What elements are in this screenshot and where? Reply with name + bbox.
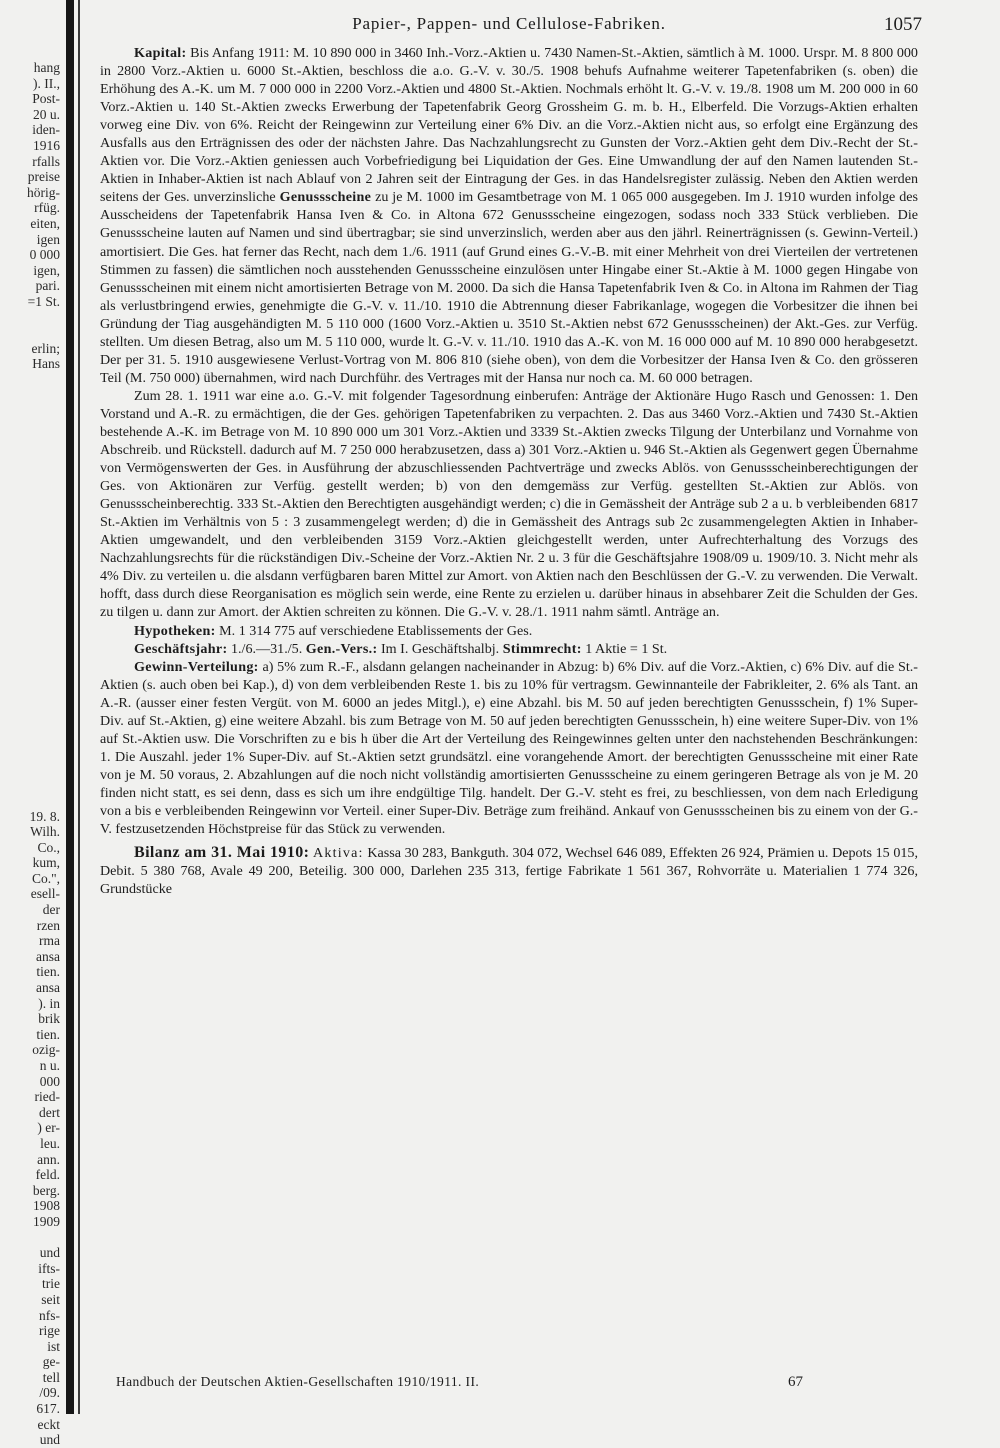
geschaeftsjahr-text: 1./6.—31./5. (230, 640, 303, 657)
margin-fragment (0, 387, 60, 403)
margin-fragment: 1908 (33, 1198, 60, 1214)
margin-fragment (0, 793, 60, 809)
margin-fragment (0, 762, 60, 778)
genussscheine-label: Genussscheine (279, 189, 372, 206)
geschaeftsjahr-label: Geschäftsjahr: (134, 640, 228, 657)
stimmrecht-text: 1 Aktie = 1 St. (585, 640, 668, 657)
margin-fragment (0, 559, 60, 575)
margin-fragment (0, 668, 60, 684)
margin-fragment: esell- (30, 886, 60, 902)
margin-fragment (0, 777, 60, 793)
margin-fragment (0, 731, 60, 747)
margin-fragment: Hans (32, 356, 60, 372)
gewinn-text: a) 5% zum R.-F., alsdann gelangen nacheinander in Abzug: b) 6% Div. auf die Vorz.-Aktien, c) 6% Div. auf die St.-Aktien (s. auch oben bei Kap.), d) von dem verbleibenden Reste 1. bis zu 10% für vertragsm. Gewinnanteile der Fabrikleiter, 2. 6% als Tant. an A.-R. (ausser einer festen Vergüt. von M. 6000 an jedes Mitgl.), e) eine Abzahl. bis M. 50 auf jeden berechtigten Genussschein, f) 1% Super-Div. auf St.-Aktien, g) eine weitere Abzahl. bis zum Betrage von M. 50 auf jeden berechtigten Genussschein, h) eine weitere Super-Div. von 1% auf St.-Aktien usw. Die Vorschriften zu e bis h über die Art der Verteilung des Reingewinnes gelten unter den nachstehenden Beschränkungen: 1. Die Auszahl. jeder 1% Super-Div. auf St.-Aktien setzt grundsätzl. eine vorangehende Amort. der berechtigten Genussscheine mit einer Rate von je M. 50 voraus, 2. Abzahlungen auf die noch nicht vollständig amortisierten Genussscheine zu einem geringeren Betrage als von je M. 20 finden nicht statt, es sei denn, dass es sich um ihre endgültige Tilg. handelt. Der G.-V. steht es frei, zu beschliessen, von dem nach Erledigung von a bis e verbleibenden Reingewinn vor Verteil. einer Super-Div. Beträge zum freihänd. Ankauf von Genussscheinen bis zu einem von der G.-V. festzusetzenden Höchstpreise für das Stück zu verwenden. (100, 658, 918, 838)
margin-fragment (0, 575, 60, 591)
gen-vers-label: Gen.-Vers.: (305, 640, 378, 657)
gewinn-label: Gewinn-Verteilung: (134, 658, 259, 675)
binding-edge (78, 0, 80, 1414)
previous-page-margin (0, 60, 60, 1448)
margin-fragment: Co., (37, 839, 60, 855)
margin-fragment: ann. (37, 1151, 60, 1167)
signature-mark: 67 (788, 1374, 803, 1390)
margin-fragment (0, 699, 60, 715)
margin-fragment (0, 1230, 60, 1246)
hypotheken-text: M. 1 314 775 auf verschiedene Etablissements der Ges. (219, 622, 533, 639)
margin-fragment: hörig- (27, 184, 60, 200)
margin-fragment (0, 543, 60, 559)
margin-fragment: ozig- (32, 1042, 60, 1058)
margin-fragment (0, 419, 60, 435)
margin-fragment: 20 u. (33, 106, 60, 122)
margin-fragment: preise (27, 169, 60, 185)
margin-fragment: =1 St. (27, 293, 60, 309)
zum-paragraph (100, 387, 918, 622)
kapital-paragraph (100, 44, 918, 387)
page-number: 1057 (884, 14, 922, 35)
margin-fragment: ge- (42, 1354, 60, 1370)
margin-fragment: rma (39, 933, 60, 949)
margin-fragment: eckt (37, 1416, 60, 1432)
margin-fragment: igen (36, 231, 60, 247)
margin-fragment: brik (38, 1011, 60, 1027)
margin-fragment: hang (33, 60, 60, 75)
binding-shadow (66, 0, 74, 1414)
margin-fragment: kum, (32, 855, 60, 871)
margin-fragment: und (39, 1245, 60, 1261)
margin-fragment: igen, (33, 262, 60, 278)
margin-fragment (0, 497, 60, 513)
bilanz-text: Kassa 30 283, Bankguth. 304 072, Wechsel 646 089, Effekten 26 924, Prämien u. Depots 15 015, Debit. 5 380 768, Avale 49 200, Beteilig. 300 000, Darlehen 235 313, fertige Fabrikate 1 561 367, Rohvorräte u. Materialien 1 774 326, Grundstücke (100, 845, 918, 898)
margin-fragment: 1909 (33, 1213, 60, 1229)
margin-fragment: erlin; (31, 340, 60, 356)
margin-fragment: Post- (32, 91, 60, 107)
margin-fragment (0, 325, 60, 341)
margin-fragment: der (42, 902, 60, 918)
kapital-text: Bis Anfang 1911: M. 10 890 000 in 3460 Inh.-Vorz.-Aktien u. 7430 Namen-St.-Aktien, sämtlich à M. 1000. Urspr. M. 8 800 000 in 2800 Vorz.-Aktien u. 6000 St.-Aktien, beschloss die a.o. G.-V. v. 30./5. 1908 behufs Aufnahme weiterer Tapetenfabriken (s. oben) die Erhöhung des A.-K. um M. 7 000 000 in 2200 Vorz.-Aktien und 4800 St.-Aktien. Nochmals erhöht lt. G.-V. v. 19./8. 1908 um M. 200 000 in 60 Vorz.-Aktien u. 140 St.-Aktien zwecks Erwerbung der Tapetenfabrik Georg Grossheim G. m. b. H., Elberfeld. Die Vorzugs-Aktien erhalten vorweg eine Div. von 6%. Reicht der Reingewinn zur Verteilung einer 6% Div. an die Vorz.-Aktien nicht aus, so erfolgt eine Ergänzung des Ausfalls aus den Erträgnissen des oder der nächsten Jahre. Das Nachzahlungsrecht zu Gunsten der Vorz.-Aktien geht dem Div.-Recht der St.-Aktien vor. Die Vorz.-Aktien geniessen auch Vorbefriedigung bei Liquidation der Ges. Eine Umwandlung der auf den Namen lautenden St.-Aktien in Inhaber-Aktien ist nach Ablauf von 2 Jahren seit der Eintragung der Ges. in das Handelsregister zulässig. Neben den Aktien werden seitens der Ges. unverzinsliche (100, 45, 918, 206)
margin-fragment: ansa (36, 980, 60, 996)
gen-vers-text: Im I. Geschäftshalbj. (380, 640, 500, 657)
margin-fragment (0, 684, 60, 700)
margin-fragment: nfs- (39, 1307, 60, 1323)
margin-fragment: seit (41, 1291, 60, 1307)
hypotheken-paragraph (100, 622, 918, 640)
margin-fragment: 19. 8. (29, 808, 60, 824)
hypotheken-label: Hypotheken: (134, 622, 216, 639)
margin-fragment (0, 653, 60, 669)
margin-fragment (0, 372, 60, 388)
zum-text: Zum 28. 1. 1911 war eine a.o. G.-V. mit folgender Tagesordnung einberufen: Anträge der Aktionäre Hugo Rasch und Genossen: 1. Den Vorstand und A.-R. zu ermächtigen, die der Ges. gehörigen Tapetenfabriken zu verpachten. 2. Das aus 3460 Vorz.-Aktien und 7430 St.-Aktien bestehende A.-K. im Betrage von M. 10 890 000 um 301 Vorz.-Aktien und 3339 St.-Aktien zwecks Tilgung der Unterbilanz und Vornahme von Abschreib. und Rückstell. dadurch auf M. 7 250 000 herabzusetzen, dass a) 301 Vorz.-Aktien u. 946 St.-Aktien als Gegenwert gegen Übernahme von Vermögenswerten der Ges. in Ausführung der abzuschliessenden Pachtverträge und zwecks Ablös. von Genussscheinberechtigungen der Ges. von Aktionären zur Verfüg. gestellt werden; b) von den demgemäss zur Verfüg. gestellten St.-Aktien zur Ablös. von Genussscheinberechtig. 333 St.-Aktien den Berechtigten ausgehändigt werden; c) die in Gemässheit der Anträge sub 2 a u. b verbleibenden 6817 St.-Aktien im Verhältnis von 5 : 3 zusammengelegt werden; d) die in Gemässheit des Antrags sub 2c zusammengelegten Aktien in Inhaber-Aktien umgewandelt, und den verbleibenden 3159 Vorz.-Aktien gleichgestellt werden, unter Aufrechterhaltung des Vorzugs des Nachzahlungsrechts für die rückständigen Div.-Scheine der Vorz.-Aktien Nr. 2 u. 3 für die Geschäftsjahre 1908/09 u. 1909/10. 3. Nicht mehr als 4% Div. zu verteilen u. die alsdann verfügbaren baren Mittel zur Amort. von Aktien nach den Beschlüssen der G.-V. zu verwenden. Die Verwalt. hofft, dass durch diese Reorganisation es möglich sein werde, eine Rente zu erzielen u. darüber hinaus in absehbarer Zeit die Schulden der Ges. zu tilgen u. dann zur Amort. der Aktien schreiten zu können. Die G.-V. v. 28./1. 1911 nahm sämtl. Anträge an. (100, 387, 918, 621)
margin-fragment: rige (39, 1323, 60, 1339)
article-body (100, 44, 918, 898)
margin-fragment (0, 403, 60, 419)
margin-fragment: ist (47, 1338, 60, 1354)
margin-fragment: 1916 (33, 137, 60, 153)
margin-fragment: ried- (34, 1089, 60, 1105)
margin-fragment: 000 (39, 1073, 60, 1089)
margin-fragment: leu. (40, 1135, 60, 1151)
margin-fragment: ) er- (37, 1120, 60, 1136)
geschaeftsjahr-paragraph (100, 640, 918, 658)
margin-fragment (0, 481, 60, 497)
margin-fragment: pari. (35, 278, 60, 294)
genussscheine-text: zu je M. 1000 im Gesamtbetrage von M. 1 065 000 ausgegeben. Im J. 1910 wurden infolge des Ausscheidens der Tapetenfabrik Hansa Iven & Co. in Altona 672 Genussscheine eingezogen, sodass noch 333 Stück verblieben. Die Genussscheine lauten auf Namen und sind übertragbar; sie sind unverzinslich, werden aber aus den jährl. Reinerträgnissen (s. Gewinn-Verteil.) amortisiert. Die Ges. hat ferner das Recht, nach dem 1./6. 1911 (auf Grund eines G.-V.-B. mit einer Mehrheit von drei Vierteilen der vertretenen Stimmen zu fassen) die sämtlichen noch ausstehenden Genussscheine einzulösen unter Hingabe einer St.-Aktie à M. 1000 gegen Hingabe von Genussscheinen mit einem nicht amortisierten Betrage von M. 2000. Da sich die Hansa Tapetenfabrik Iven & Co. in Altona im Rahmen der Tiag als verlustbringend erwies, genehmigte die G.-V. v. 11./10. 1910 die Abtrennung dieser Fabrikanlage, wogegen die Vorbesitzer die ihnen bei Gründung der Tiag ausgehändigten M. 5 110 000 (1600 Vorz.-Aktien u. 3510 St.-Aktien nebst 672 Genussscheinen) der Akt.-Ges. zur Verfüg. stellten. Um diesen Betrag, also um M. 5 110 000, wurde lt. G.-V. v. 11./10. 1910 das A.-K. von M. 16 000 000 auf M. 10 890 000 herabgesetzt. Der per 31. 5. 1910 ausgewiesene Verlust-Vortrag von M. 806 810 (siehe oben), von dem die Vorbesitzer der Hansa Iven & Co. den grösseren Teil (M. 750 000) übernahmen, wird nach Durchführ. des Vertrages mit der Hansa nur noch ca. M. 60 000 betragen. (100, 189, 918, 386)
margin-fragment: tell (42, 1369, 60, 1385)
margin-fragment: ). in (38, 995, 60, 1011)
margin-fragment (0, 465, 60, 481)
margin-fragment: rfalls (32, 153, 60, 169)
margin-fragment: rfüg. (34, 200, 60, 216)
footer-source: Handbuch der Deutschen Aktien-Gesellschaften 1910/1911. II. (116, 1374, 480, 1389)
margin-fragment: /09. (39, 1385, 60, 1401)
gewinn-paragraph (100, 658, 918, 838)
kapital-label: Kapital: (134, 45, 187, 61)
margin-fragment: tien. (36, 1026, 60, 1042)
margin-fragment: Wilh. (30, 824, 60, 840)
margin-fragment: rzen (36, 917, 60, 933)
margin-fragment: dert (39, 1104, 60, 1120)
margin-fragment (0, 746, 60, 762)
margin-fragment (0, 621, 60, 637)
margin-fragment (0, 606, 60, 622)
margin-fragment (0, 528, 60, 544)
margin-fragment (0, 512, 60, 528)
stimmrecht-label: Stimmrecht: (502, 640, 582, 657)
bilanz-label: Bilanz am 31. Mai 1910: (134, 844, 310, 862)
margin-fragment: ifts- (38, 1260, 60, 1276)
margin-fragment: 617. (36, 1401, 60, 1417)
page-header (100, 14, 922, 44)
margin-fragment: n u. (39, 1058, 60, 1073)
running-head: Papier-, Pappen- und Cellulose-Fabriken. (352, 14, 666, 33)
margin-fragment: Co.", (31, 870, 60, 886)
bilanz-paragraph (100, 844, 918, 898)
margin-fragment: und (39, 1432, 60, 1448)
page (100, 14, 922, 898)
margin-fragment: 0 000 (29, 247, 60, 263)
margin-fragment (0, 715, 60, 731)
margin-fragment: berg. (32, 1182, 60, 1198)
margin-fragment: iden- (32, 122, 60, 138)
margin-fragment: trie (42, 1276, 60, 1292)
margin-fragment: ). II., (33, 75, 60, 91)
margin-fragment (0, 310, 60, 326)
margin-fragment: eiten, (30, 215, 60, 231)
margin-fragment (0, 590, 60, 606)
margin-fragment: feld. (35, 1167, 60, 1183)
margin-fragment: ansa (36, 948, 60, 964)
margin-fragment (0, 434, 60, 450)
margin-fragment (0, 450, 60, 466)
margin-fragment: tien. (36, 964, 60, 980)
aktiva-label: Aktiva: (313, 845, 364, 862)
margin-fragment (0, 637, 60, 653)
